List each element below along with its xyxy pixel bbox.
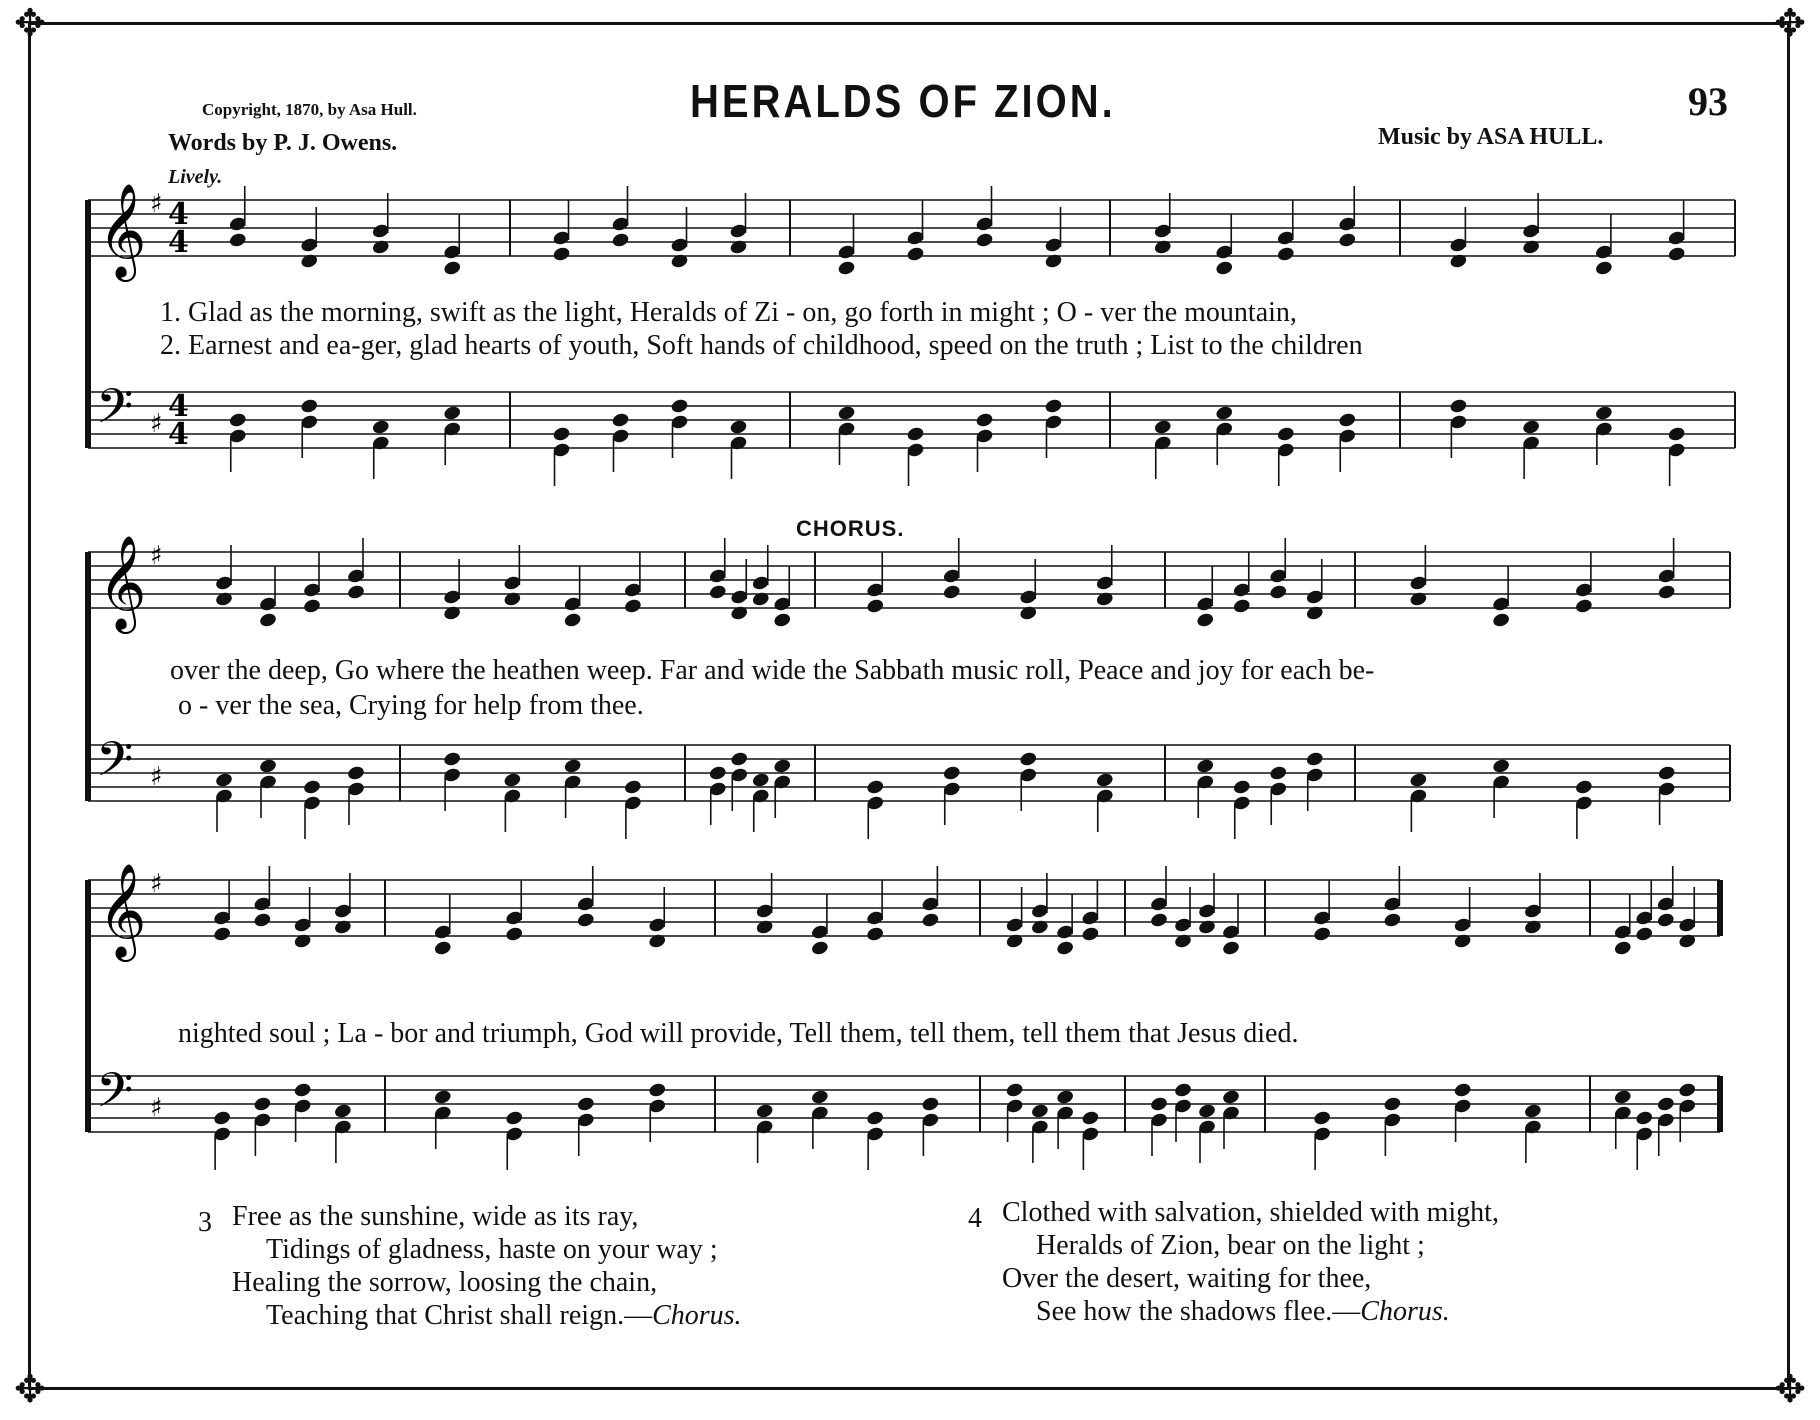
- stanza-4: [968, 1196, 1499, 1328]
- lyric-line-verse1-system1: 1. Glad as the morning, swift as the light, Heralds of Zi - on, go forth in might ; O - ver the mountain,: [160, 297, 1297, 328]
- bass-clef-icon: 𝄢: [96, 378, 134, 446]
- stanza-line: Free as the sunshine, wide as its ray,: [232, 1201, 639, 1232]
- notehead: [563, 758, 582, 775]
- notehead: [1149, 1096, 1168, 1113]
- notehead: [670, 253, 689, 270]
- notehead: [1196, 758, 1215, 775]
- notehead: [1196, 612, 1215, 629]
- notehead: [751, 772, 770, 789]
- notehead: [1221, 940, 1240, 957]
- sharp-icon: ♯: [150, 869, 163, 899]
- bass-clef-icon: 𝄢: [96, 731, 134, 799]
- notehead: [670, 398, 689, 415]
- notehead: [505, 1110, 524, 1127]
- notehead: [866, 1110, 885, 1127]
- notehead: [253, 1096, 272, 1113]
- notehead: [1667, 246, 1686, 263]
- sharp-icon: ♯: [150, 541, 163, 571]
- notehead: [1030, 1103, 1049, 1120]
- notehead: [1056, 1089, 1075, 1106]
- notehead: [302, 598, 321, 615]
- notehead: [576, 1096, 595, 1113]
- notehead: [1215, 405, 1234, 422]
- stanza-line: Heralds of Zion, bear on the light ;: [1036, 1230, 1425, 1261]
- notehead: [371, 419, 390, 436]
- notehead: [576, 912, 595, 929]
- sharp-icon: ♯: [150, 762, 163, 792]
- notehead: [1492, 758, 1511, 775]
- stanza-line: Clothed with salvation, shielded with might,: [1002, 1197, 1499, 1228]
- notehead: [1453, 933, 1472, 950]
- notehead: [1019, 751, 1038, 768]
- notehead: [1656, 1096, 1675, 1113]
- notehead: [1221, 1089, 1240, 1106]
- notehead: [866, 598, 885, 615]
- notehead: [729, 239, 748, 256]
- notehead: [1276, 246, 1295, 263]
- notehead: [1338, 412, 1357, 429]
- notehead: [623, 598, 642, 615]
- notehead: [346, 584, 365, 601]
- notehead: [1149, 912, 1168, 929]
- time-signature: 4: [168, 389, 189, 424]
- stanza-number: 3: [198, 1207, 212, 1238]
- notehead: [228, 232, 247, 249]
- notehead: [751, 591, 770, 608]
- notehead: [1095, 772, 1114, 789]
- notehead: [1594, 405, 1613, 422]
- notehead: [773, 612, 792, 629]
- chorus-label: CHORUS.: [796, 516, 905, 541]
- notehead: [648, 933, 667, 950]
- notehead: [921, 912, 940, 929]
- notehead: [866, 779, 885, 796]
- notehead: [1613, 1089, 1632, 1106]
- notehead: [975, 412, 994, 429]
- notehead: [503, 772, 522, 789]
- notehead: [648, 1082, 667, 1099]
- notehead: [1635, 926, 1654, 943]
- notehead: [1453, 1082, 1472, 1099]
- notehead: [443, 751, 462, 768]
- notehead: [730, 605, 749, 622]
- notehead: [1492, 612, 1511, 629]
- notehead: [1197, 919, 1216, 936]
- notehead: [1173, 933, 1192, 950]
- chorus-reference: Chorus.: [652, 1300, 742, 1331]
- notehead: [1305, 751, 1324, 768]
- notehead: [443, 605, 462, 622]
- tempo-marking: Lively.: [168, 166, 223, 188]
- notehead: [837, 405, 856, 422]
- notehead: [213, 926, 232, 943]
- notehead: [346, 765, 365, 782]
- notehead: [1056, 940, 1075, 957]
- notehead: [611, 412, 630, 429]
- notehead: [333, 919, 352, 936]
- bass-clef-icon: 𝄢: [96, 1062, 134, 1130]
- notehead: [1030, 919, 1049, 936]
- stanza-line: Teaching that Christ shall reign.—Chorus.: [266, 1300, 742, 1331]
- notehead: [443, 260, 462, 277]
- notehead: [300, 253, 319, 270]
- notehead: [1449, 398, 1468, 415]
- notehead: [1232, 598, 1251, 615]
- notehead: [371, 239, 390, 256]
- notehead: [300, 398, 319, 415]
- notehead: [214, 772, 233, 789]
- notehead: [505, 926, 524, 943]
- notehead: [433, 940, 452, 957]
- stanza-number: 4: [968, 1203, 982, 1234]
- notehead: [1409, 591, 1428, 608]
- notehead: [730, 751, 749, 768]
- notehead: [755, 919, 774, 936]
- notehead: [1338, 232, 1357, 249]
- notehead: [773, 758, 792, 775]
- notehead: [1005, 933, 1024, 950]
- copyright-notice: Copyright, 1870, by Asa Hull.: [202, 100, 417, 119]
- composer-credit: Music by ASA HULL.: [1378, 124, 1604, 150]
- notehead: [433, 1089, 452, 1106]
- notehead: [1153, 419, 1172, 436]
- notehead: [1656, 912, 1675, 929]
- notehead: [1523, 919, 1542, 936]
- stanza-line: See how the shadows flee.—Chorus.: [1036, 1296, 1450, 1327]
- notehead: [1522, 419, 1541, 436]
- chorus-reference: Chorus.: [1360, 1296, 1450, 1327]
- notehead: [1574, 779, 1593, 796]
- notehead: [1635, 1110, 1654, 1127]
- sharp-icon: ♯: [150, 409, 163, 439]
- notehead: [1657, 765, 1676, 782]
- notehead: [552, 426, 571, 443]
- notehead: [1197, 1103, 1216, 1120]
- notehead: [1678, 1082, 1697, 1099]
- notehead: [258, 612, 277, 629]
- notehead: [1574, 598, 1593, 615]
- notehead: [810, 1089, 829, 1106]
- notehead: [293, 1082, 312, 1099]
- notehead: [1657, 584, 1676, 601]
- lyric-line-verse2-system1: 2. Earnest and ea-ger, glad hearts of youth, Soft hands of childhood, speed on the truth ; List to the children: [160, 330, 1363, 361]
- notehead: [1081, 926, 1100, 943]
- notehead: [1313, 1110, 1332, 1127]
- notehead: [503, 591, 522, 608]
- notehead: [443, 405, 462, 422]
- notehead: [1522, 239, 1541, 256]
- notehead: [333, 1103, 352, 1120]
- notehead: [552, 246, 571, 263]
- notehead: [810, 940, 829, 957]
- treble-clef-icon: 𝄞: [98, 183, 147, 278]
- notehead: [1005, 1082, 1024, 1099]
- time-signature: 4: [168, 417, 189, 452]
- notehead: [906, 426, 925, 443]
- notehead: [755, 1103, 774, 1120]
- notehead: [921, 1096, 940, 1113]
- notehead: [1667, 426, 1686, 443]
- notehead: [1019, 605, 1038, 622]
- time-signature: 4: [168, 225, 189, 260]
- notehead: [302, 779, 321, 796]
- notehead: [975, 232, 994, 249]
- notehead: [1383, 1096, 1402, 1113]
- notehead: [1215, 260, 1234, 277]
- notehead: [866, 926, 885, 943]
- stanza-line: Over the desert, waiting for thee,: [1002, 1263, 1372, 1294]
- notehead: [1269, 584, 1288, 601]
- notehead: [1269, 765, 1288, 782]
- notehead: [1613, 940, 1632, 957]
- notehead: [1523, 1103, 1542, 1120]
- notehead: [1044, 398, 1063, 415]
- lyric-line-verse2-system2: o - ver the sea, Crying for help from thee.: [178, 690, 644, 721]
- notehead: [563, 612, 582, 629]
- notehead: [293, 933, 312, 950]
- hymn-title: HERALDS OF ZION.: [690, 76, 1116, 128]
- corner-ornament-icon: ✥: [1774, 3, 1806, 45]
- page-number: 93: [1688, 79, 1728, 124]
- notehead: [611, 232, 630, 249]
- corner-ornament-icon: ✥: [14, 1369, 46, 1411]
- notehead: [214, 591, 233, 608]
- notehead: [1153, 239, 1172, 256]
- notehead: [1305, 605, 1324, 622]
- lyricist-credit: Words by P. J. Owens.: [168, 130, 398, 156]
- lyric-line-verse1-system3: nighted soul ; La - bor and triumph, God will provide, Tell them, tell them, tell them that Jesus died.: [178, 1018, 1299, 1049]
- notehead: [942, 584, 961, 601]
- notehead: [1081, 1110, 1100, 1127]
- time-signature: 4: [168, 197, 189, 232]
- notehead: [708, 584, 727, 601]
- notehead: [1678, 933, 1697, 950]
- notehead: [1173, 1082, 1192, 1099]
- notehead: [623, 779, 642, 796]
- lyric-line-verse1-system2: over the deep, Go where the heathen weep. Far and wide the Sabbath music roll, Peace and joy for each be-: [170, 655, 1375, 686]
- notehead: [1313, 926, 1332, 943]
- corner-ornament-icon: ✥: [1774, 1369, 1806, 1411]
- notehead: [942, 765, 961, 782]
- notehead: [729, 419, 748, 436]
- corner-ornament-icon: ✥: [14, 3, 46, 45]
- notehead: [1232, 779, 1251, 796]
- notehead: [906, 246, 925, 263]
- notehead: [1044, 253, 1063, 270]
- notehead: [1383, 912, 1402, 929]
- notehead: [1449, 253, 1468, 270]
- treble-clef-icon: 𝄞: [98, 535, 147, 630]
- notehead: [213, 1110, 232, 1127]
- notehead: [253, 912, 272, 929]
- stanza-line: Healing the sorrow, loosing the chain,: [232, 1267, 658, 1298]
- sharp-icon: ♯: [150, 1093, 163, 1123]
- notehead: [228, 412, 247, 429]
- notehead: [1095, 591, 1114, 608]
- notehead: [708, 765, 727, 782]
- notehead: [1276, 426, 1295, 443]
- notehead: [837, 260, 856, 277]
- notehead: [258, 758, 277, 775]
- sharp-icon: ♯: [150, 189, 163, 219]
- treble-clef-icon: 𝄞: [98, 863, 147, 958]
- notehead: [1409, 772, 1428, 789]
- stanza-3: [198, 1200, 742, 1332]
- stanza-line: Tidings of gladness, haste on your way ;: [266, 1234, 718, 1265]
- notehead: [1594, 260, 1613, 277]
